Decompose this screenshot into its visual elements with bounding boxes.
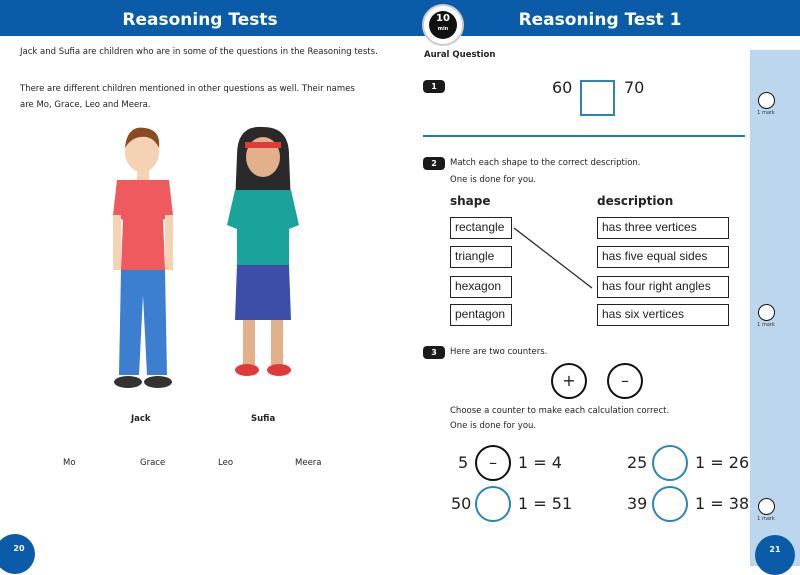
description-header: description (597, 194, 674, 208)
left-page-title: Reasoning Tests (0, 0, 400, 36)
calc-a: 5 (458, 453, 469, 472)
calc-counter: – (475, 445, 511, 481)
mark-box-q2[interactable] (756, 304, 776, 329)
q3-intro: Here are two counters. (450, 347, 548, 357)
section-label: Aural Question (424, 50, 496, 60)
calc-counter-answer[interactable] (652, 445, 688, 481)
calc-rest: 1 = 38 (695, 494, 750, 513)
mark-label: 1 mark (757, 110, 775, 116)
calc-a: 25 (627, 453, 648, 472)
mark-label: 1 mark (757, 516, 775, 522)
calc-a: 39 (627, 494, 648, 513)
shape-box[interactable]: rectangle (450, 217, 512, 239)
jack-label: Jack (131, 414, 151, 424)
calc-rest: 1 = 4 (518, 453, 562, 472)
q2-note: One is done for you. (450, 175, 537, 185)
description-box[interactable]: has six vertices (597, 304, 729, 326)
question-3-badge: 3 (423, 346, 445, 359)
minus-counter: – (607, 363, 643, 399)
name-leo: Leo (218, 458, 234, 468)
timer-value: 10 (436, 13, 450, 24)
calc-rest: 1 = 26 (695, 453, 750, 472)
calc-a: 50 (451, 494, 472, 513)
name-meera: Meera (295, 458, 322, 468)
name-mo: Mo (63, 458, 76, 468)
page-number-left: 20 (0, 534, 35, 574)
q1-right-number: 70 (624, 78, 645, 97)
calc-counter-answer[interactable] (652, 486, 688, 522)
q3-note: One is done for you. (450, 421, 537, 431)
intro-text: Jack and Sufia are children who are in some of the questions in the Reasoning tests. (20, 47, 378, 57)
description-box[interactable]: has three vertices (597, 217, 729, 239)
name-grace: Grace (140, 458, 166, 468)
right-page-title: Reasoning Test 1 (400, 0, 800, 36)
shape-box[interactable]: pentagon (450, 304, 512, 326)
mark-circle-icon (758, 92, 775, 109)
question-1-badge: 1 (423, 80, 445, 93)
q2-instruction: Match each shape to the correct description. (450, 158, 641, 168)
description-box[interactable]: has five equal sides (597, 246, 729, 268)
q1-left-number: 60 (552, 78, 573, 97)
shape-box[interactable]: hexagon (450, 276, 512, 298)
plus-counter: + (551, 363, 587, 399)
calc-counter-answer[interactable] (475, 486, 511, 522)
sufia-label: Sufia (251, 414, 276, 424)
mark-circle-icon (758, 498, 775, 515)
mark-circle-icon (758, 304, 775, 321)
q3-instruction: Choose a counter to make each calculation correct. (450, 406, 670, 416)
mark-box-q1[interactable] (756, 92, 776, 117)
mark-box-q3[interactable] (756, 498, 776, 523)
calc-rest: 1 = 51 (518, 494, 573, 513)
description-box[interactable]: has four right angles (597, 276, 729, 298)
mark-label: 1 mark (757, 322, 775, 328)
shape-box[interactable]: triangle (450, 246, 512, 268)
timer-unit: min (437, 26, 449, 32)
names-text: There are different children mentioned in other questions as well. Their names are Mo, Grace, Leo and Meera. (20, 84, 355, 110)
page-number-right: 21 (755, 535, 795, 575)
question-2-badge: 2 (423, 157, 445, 170)
shape-header: shape (450, 194, 491, 208)
